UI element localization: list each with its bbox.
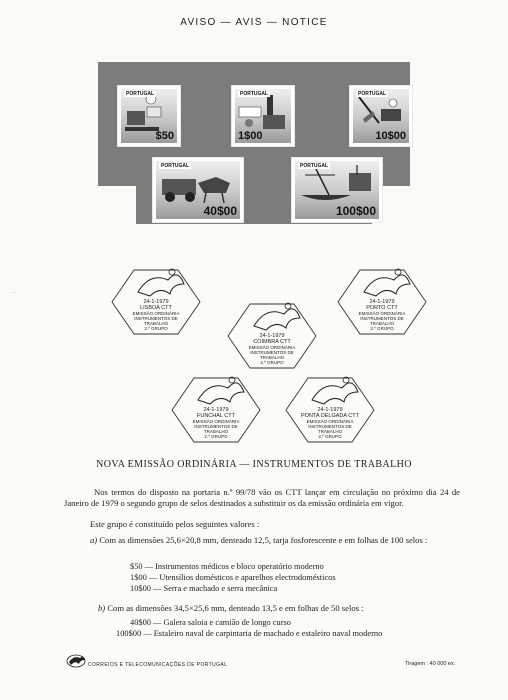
postmark-coimbra: [226, 296, 318, 376]
postmark-line: EMISSÃO ORDINÁRIA: [132, 311, 180, 316]
stamp-10-00: [350, 86, 412, 146]
postmark-line: 2.º GRUPO: [318, 434, 342, 439]
section-b: [98, 603, 364, 614]
postmark-line: INSTRUMENTOS DE: [360, 316, 404, 321]
stamp-value: $50: [155, 130, 174, 142]
stamp-100-00: [292, 158, 382, 222]
postmark-line: 2.º GRUPO: [260, 360, 284, 365]
stamp-value: 1$00: [238, 130, 263, 142]
postmark-lisboa: [110, 262, 202, 342]
stamp-country: PORTUGAL: [300, 163, 329, 169]
postmark-line: TRABALHO: [259, 355, 285, 360]
postmark-line: EMISSÃO ORDINÁRIA: [192, 419, 240, 424]
section-b-text: Com as dimensões 34,5×25,6 mm, denteado 13,5 e em folhas de 50 selos :: [107, 603, 364, 613]
stamp-country: PORTUGAL: [358, 91, 387, 97]
postmark-line: EMISSÃO ORDINÁRIA: [248, 345, 296, 350]
list-item: $50 — Instrumentos médicos e bloco operatório moderno: [130, 562, 324, 571]
list-item: 40$00 — Galera saloia e camião de longo curso: [130, 618, 291, 627]
postmark-date: 24-1-1979: [203, 407, 229, 413]
list-item: 1$00 — Utensílios domésticos e aparelhos electrodomésticos: [130, 573, 336, 582]
postmark-city: PONTA DELGADA CTT: [301, 413, 359, 419]
postmark-city: COIMBRA CTT: [253, 339, 291, 345]
postmark-line: TRABALHO: [143, 321, 169, 326]
section-b-marker: b): [98, 603, 106, 613]
footer-organization: CORREIOS E TELECOMUNICAÇÕES DE PORTUGAL: [88, 662, 228, 668]
postmark-funchal: [170, 370, 262, 450]
postmark-date: 24-1-1979: [369, 299, 395, 305]
intro-paragraph: Nos termos do disposto na portaria n.º 99/78 vão os CTT lançar em circulação no próximo dia 24 de Janeiro de 1979 o segundo grupo de selos destinados a substituir os da emissão ordinária em vigor.: [64, 487, 460, 508]
stamp-1-00: [232, 86, 294, 146]
stamp-country: PORTUGAL: [126, 91, 155, 97]
postmark-line: 2.º GRUPO: [204, 434, 228, 439]
postmark-city: PORTO CTT: [366, 305, 398, 311]
postmark-line: INSTRUMENTOS DE: [194, 424, 238, 429]
panel-cutout-left: [98, 186, 136, 224]
postmark-porto: [336, 262, 428, 342]
stamp-value: 40$00: [203, 204, 237, 218]
stamp-value: 10$00: [375, 130, 406, 142]
postmark-line: INSTRUMENTOS DE: [134, 316, 178, 321]
section-a: [90, 535, 460, 546]
stamp-country: PORTUGAL: [240, 91, 269, 97]
issue-heading: NOVA EMISSÃO ORDINÁRIA — INSTRUMENTOS DE TRABALHO: [96, 459, 412, 470]
stamp-value: 100$00: [335, 204, 376, 218]
postmark-city: LISBOA CTT: [140, 305, 172, 311]
binding-hole-mark: ··: [12, 290, 16, 296]
postmark-line: TRABALHO: [369, 321, 395, 326]
postmark-date: 24-1-1979: [317, 407, 343, 413]
list-item: 10$00 — Serra e machado e serra mecânica: [130, 584, 278, 593]
postmark-line: EMISSÃO ORDINÁRIA: [306, 419, 354, 424]
postmark-line: INSTRUMENTOS DE: [308, 424, 352, 429]
postmark-date: 24-1-1979: [143, 299, 169, 305]
notice-header: AVISO — AVIS — NOTICE: [180, 17, 328, 28]
footer-print-run: Tiragem : 40 000 ex.: [405, 661, 456, 667]
postmark-line: INSTRUMENTOS DE: [250, 350, 294, 355]
section-a-text: Com as dimensões 25,6×20,8 mm, denteado 12,5, tarja fosforescente e em folhas de 100 selos :: [99, 535, 428, 545]
postmark-line: 2.º GRUPO: [144, 326, 168, 331]
stamp-40-00: [153, 158, 243, 222]
postmark-line: TRABALHO: [317, 429, 343, 434]
postmark-city: FUNCHAL CTT: [197, 413, 235, 419]
postmark-ponta-delgada: [284, 370, 376, 450]
section-a-marker: a): [90, 535, 98, 545]
ctt-rider-logo-icon: [66, 652, 86, 668]
postmark-line: TRABALHO: [203, 429, 229, 434]
stamp-country: PORTUGAL: [161, 163, 190, 169]
list-item: 100$00 — Estaleiro naval de carpintaria de machado e estaleiro naval moderno: [116, 629, 383, 638]
group-intro-paragraph: Este grupo é constituído pelos seguintes valores :: [90, 519, 260, 529]
stamp-50: [118, 86, 180, 146]
postmark-line: EMISSÃO ORDINÁRIA: [358, 311, 406, 316]
postmark-line: 2.º GRUPO: [370, 326, 394, 331]
postmark-date: 24-1-1979: [259, 333, 285, 339]
